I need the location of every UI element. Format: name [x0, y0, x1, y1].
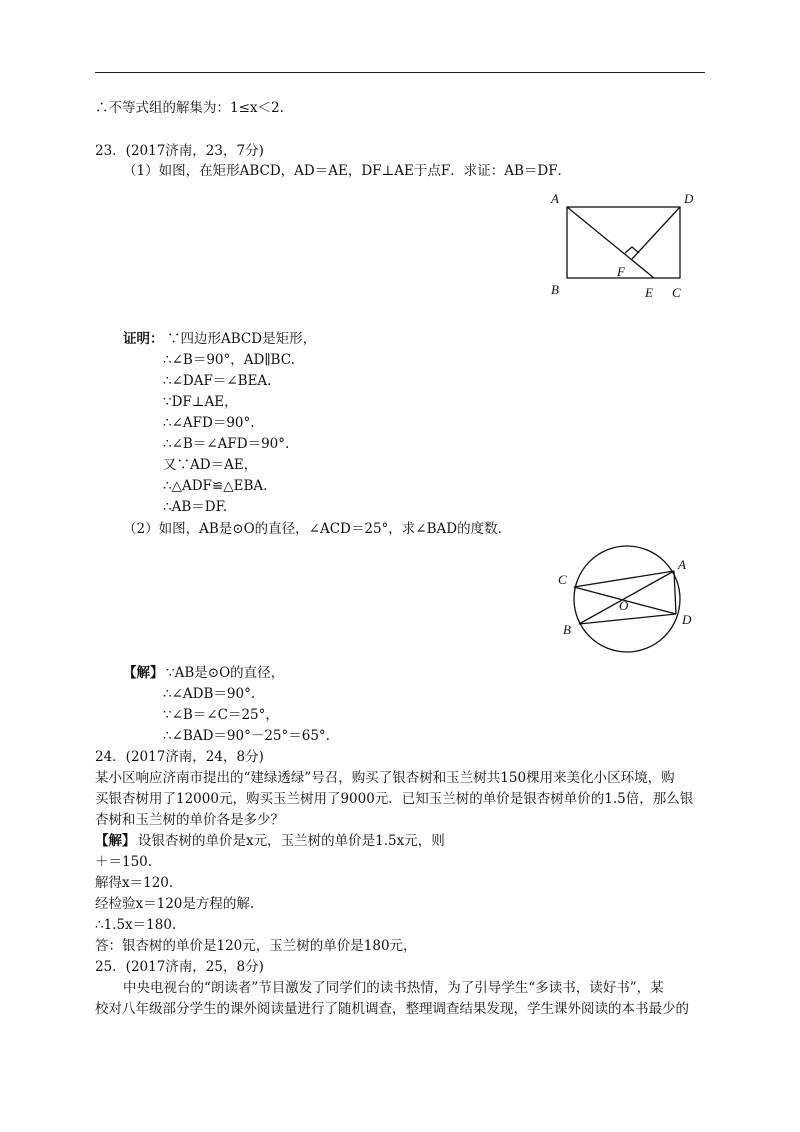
- answer-line: 答：银杏树的单价是120元，玉兰树的单价是180元，: [95, 938, 417, 954]
- label-c: C: [672, 285, 681, 300]
- solution-line: ∴∠ADB＝90°.: [163, 686, 256, 702]
- proof-line: 又∵AD＝AE，: [163, 457, 258, 473]
- proof-line: ∴△ADF≌△EBA.: [163, 478, 268, 494]
- label-c: C: [558, 572, 567, 587]
- problem-24-text: 某小区响应济南市提出的“建绿透绿”号召，购买了银杏树和玉兰树共150棵用来美化小区环境，购: [95, 770, 675, 786]
- problem-25-heading: 25．(2017济南，25，8分): [95, 959, 264, 975]
- solution-line: 解得x＝120.: [95, 875, 174, 891]
- proof-line: ∴∠B＝90°，AD∥BC.: [163, 352, 295, 368]
- solution-label: 【解】: [123, 665, 164, 681]
- solution-line: ∵AB是⊙O的直径，: [166, 665, 285, 681]
- proof-line: ∵四边形ABCD是矩形，: [167, 331, 317, 347]
- problem-24-text: 买银杏树用了12000元，购买玉兰树用了9000元．已知玉兰树的单价是银杏树单价的1.5倍，那么银: [95, 791, 694, 807]
- label-d: D: [682, 612, 692, 627]
- proof-line: ∴AB＝DF.: [163, 499, 228, 515]
- circle-o: [574, 546, 680, 652]
- header-rule: [95, 72, 705, 73]
- problem-23-heading: 23．(2017济南，23，7分): [95, 143, 264, 159]
- solution-line: ∴∠BAD＝90°－25°＝65°.: [163, 728, 330, 744]
- chord-ca: [574, 571, 674, 587]
- problem-23-part2: （2）如图，AB是⊙O的直径，∠ACD＝25°，求∠BAD的度数．: [123, 521, 512, 537]
- segment-df: [632, 207, 680, 259]
- solution-line: ∵∠B＝∠C＝25°，: [163, 707, 279, 723]
- proof-line: ∴∠AFD＝90°.: [163, 415, 255, 431]
- problem-23-part1: （1）如图，在矩形ABCD，AD＝AE，DF⊥AE于点F．求证：AB＝DF．: [123, 163, 572, 179]
- segment-ae: [567, 207, 654, 278]
- chord-ad: [674, 571, 676, 614]
- text-line: ∴不等式组的解集为：1≤x＜2.: [95, 100, 284, 116]
- label-b: B: [563, 622, 571, 637]
- label-f: F: [617, 264, 625, 279]
- chord-cd: [574, 587, 676, 614]
- right-angle-mark: [625, 247, 639, 253]
- problem-24-text: 杏树和玉兰树的单价各是多少？: [95, 812, 284, 828]
- label-e: E: [645, 285, 653, 300]
- solution-line: ＋＝150.: [95, 854, 153, 870]
- problem-25-text: 校对八年级部分学生的课外阅读量进行了随机调查，整理调查结果发现，学生课外阅读的本书最少的: [95, 1001, 689, 1017]
- label-a: A: [551, 191, 559, 206]
- solution-label: 【解】: [95, 833, 136, 849]
- proof-line: ∴∠DAF＝∠BEA.: [163, 373, 272, 389]
- rectangle-abcd: [567, 207, 680, 278]
- label-b: B: [551, 282, 559, 297]
- proof-line: ∵DF⊥AE，: [163, 394, 238, 410]
- solution-line: 经检验x＝120是方程的解.: [95, 896, 255, 912]
- problem-25-text: 中央电视台的“朗读者”节目激发了同学们的读书热情，为了引导学生“多读书，读好书”，某: [123, 980, 664, 996]
- chord-bd: [579, 614, 676, 624]
- proof-line: ∴∠B＝∠AFD＝90°.: [163, 436, 290, 452]
- problem-24-heading: 24．(2017济南，24，8分): [95, 749, 264, 765]
- label-o: O: [619, 598, 629, 613]
- proof-label: 证明：: [123, 331, 164, 347]
- diameter-ab: [579, 571, 674, 624]
- solution-line: 设银杏树的单价是x元，玉兰树的单价是1.5x元，则: [138, 833, 445, 849]
- label-d: D: [684, 191, 694, 206]
- solution-line: ∴1.5x＝180.: [95, 917, 177, 933]
- label-a: A: [678, 557, 686, 572]
